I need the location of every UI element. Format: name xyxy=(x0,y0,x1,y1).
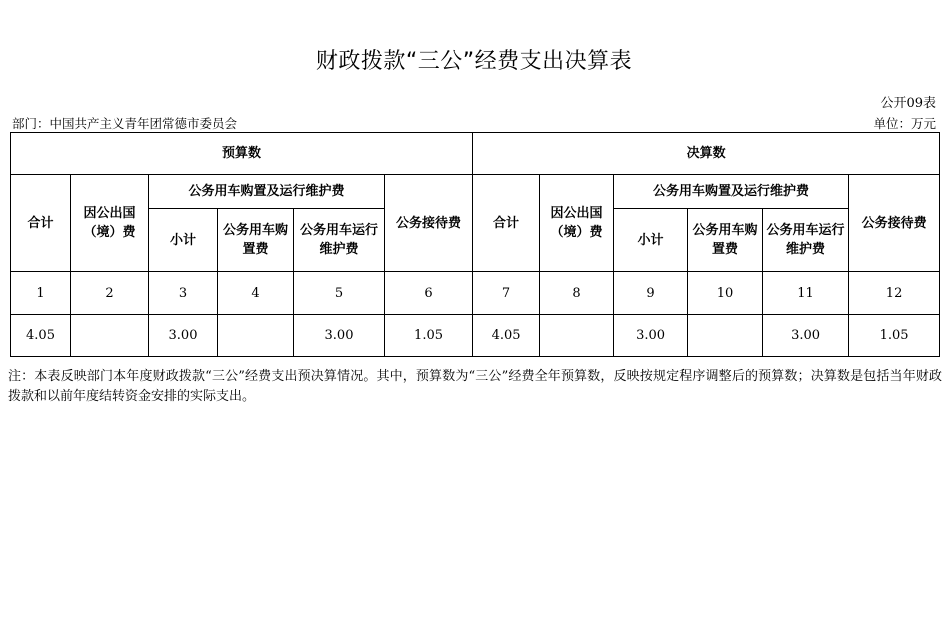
actual-total-header: 合计 xyxy=(473,175,540,272)
footnote: 注：本表反映部门本年度财政拨款“三公”经费支出预决算情况。其中，预算数为“三公”经费全年预算数，反映按规定程序调整后的预算数；决算数是包括当年财政拨款和以前年度结转资金安排的实际支出。 xyxy=(8,369,942,404)
actual-reception-header: 公务接待费 xyxy=(849,175,940,272)
budget-total-header: 合计 xyxy=(11,175,71,272)
col-number: 7 xyxy=(473,272,540,315)
actual-vehicle-purchase-header: 公务用车购置费 xyxy=(688,209,763,272)
col-number: 9 xyxy=(614,272,688,315)
col-number: 12 xyxy=(849,272,940,315)
actual-abroad-header: 因公出国（境）费 xyxy=(540,175,614,272)
actual-vehicle-purchase-value xyxy=(688,315,763,357)
budget-vehicle-purchase-header: 公务用车购置费 xyxy=(218,209,294,272)
col-number: 10 xyxy=(688,272,763,315)
three-public-expenses-table xyxy=(10,132,940,357)
col-number: 1 xyxy=(11,272,71,315)
actual-vehicle-maintenance-header: 公务用车运行维护费 xyxy=(763,209,849,272)
col-number: 4 xyxy=(218,272,294,315)
budget-vehicle-maintenance-header: 公务用车运行维护费 xyxy=(294,209,385,272)
budget-abroad-value xyxy=(71,315,149,357)
col-number: 5 xyxy=(294,272,385,315)
col-number: 8 xyxy=(540,272,614,315)
form-number: 公开09表 xyxy=(880,96,936,111)
budget-vehicle-maintenance-value: 3.00 xyxy=(294,315,385,357)
budget-total-value: 4.05 xyxy=(11,315,71,357)
budget-subtotal-value: 3.00 xyxy=(149,315,218,357)
actual-abroad-value xyxy=(540,315,614,357)
actual-reception-value: 1.05 xyxy=(849,315,940,357)
actual-vehicle-maintenance-value: 3.00 xyxy=(763,315,849,357)
department-label: 部门：中国共产主义青年团常德市委员会 xyxy=(12,116,238,131)
actual-subtotal-value: 3.00 xyxy=(614,315,688,357)
col-number: 3 xyxy=(149,272,218,315)
actual-header: 决算数 xyxy=(473,133,940,175)
actual-vehicle-group-header: 公务用车购置及运行维护费 xyxy=(614,175,849,209)
col-number: 6 xyxy=(385,272,473,315)
budget-subtotal-header: 小计 xyxy=(149,209,218,272)
budget-reception-header: 公务接待费 xyxy=(385,175,473,272)
unit-label: 单位：万元 xyxy=(873,116,936,131)
budget-reception-value: 1.05 xyxy=(385,315,473,357)
budget-header: 预算数 xyxy=(11,133,473,175)
col-number: 11 xyxy=(763,272,849,315)
column-number-row xyxy=(11,272,940,315)
actual-subtotal-header: 小计 xyxy=(614,209,688,272)
value-row xyxy=(11,315,940,357)
budget-vehicle-purchase-value xyxy=(218,315,294,357)
actual-total-value: 4.05 xyxy=(473,315,540,357)
budget-abroad-header: 因公出国（境）费 xyxy=(71,175,149,272)
page-title: 财政拨款“三公”经费支出决算表 xyxy=(315,49,633,74)
budget-vehicle-group-header: 公务用车购置及运行维护费 xyxy=(149,175,385,209)
col-number: 2 xyxy=(71,272,149,315)
